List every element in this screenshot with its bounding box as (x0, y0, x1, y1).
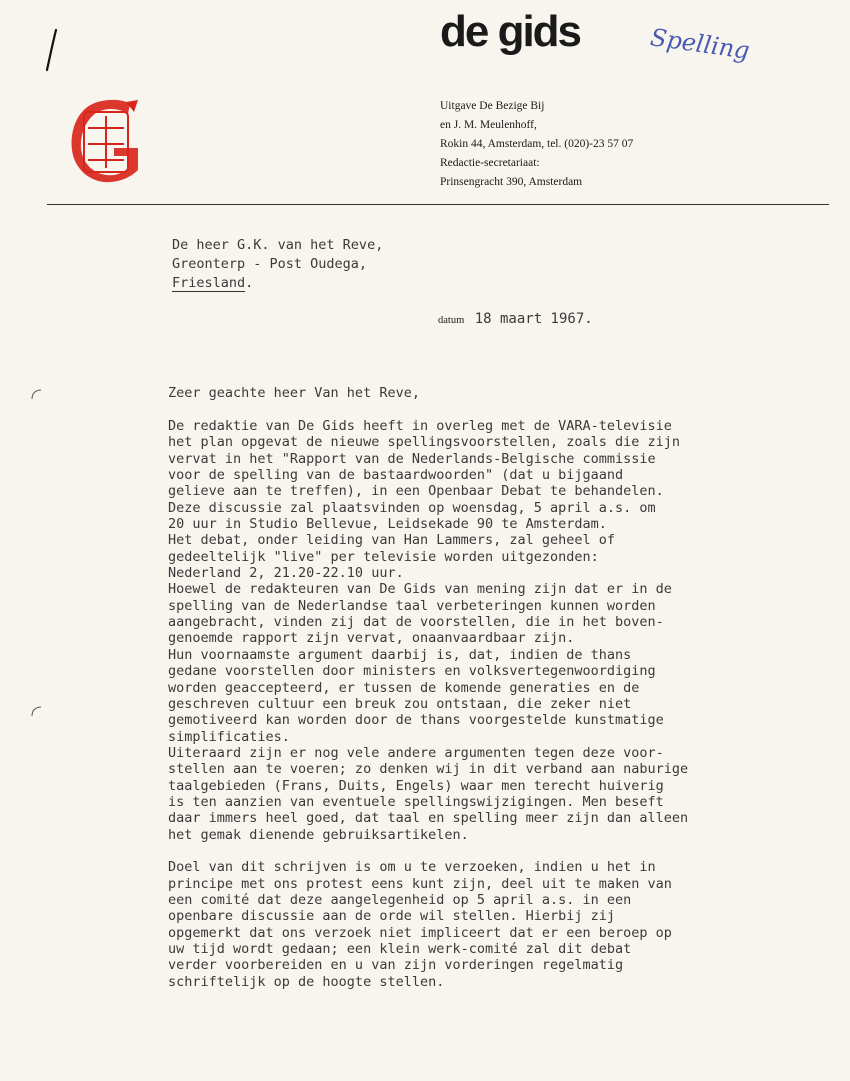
body-line: spelling van de Nederlandse taal verbeteringen kunnen worden (168, 597, 656, 614)
body-line: simplificaties. (168, 728, 290, 745)
letter-body (168, 418, 818, 990)
publisher-line: Redactie-secretariaat: (440, 157, 540, 169)
publisher-block (440, 97, 633, 192)
body-line: uw tijd wordt gedaan; een klein werk-comité zal dit debat (168, 941, 632, 957)
body-line: 20 uur in Studio Bellevue, Leidsekade 90 te Amsterdam. (168, 516, 607, 533)
body-line: Hoewel de redakteuren van De Gids van mening zijn dat er in de (168, 581, 672, 598)
recipient-region: Friesland (172, 275, 246, 291)
brand-name: de gids (440, 7, 581, 56)
body-line: genoemde rapport zijn vervat, onaanvaardbaar zijn. (168, 630, 575, 647)
salutation: Zeer geachte heer Van het Reve, (168, 385, 420, 401)
body-line: Uiteraard zijn er nog vele andere argumenten tegen deze voor- (168, 744, 664, 761)
body-line: daar immers heel goed, dat taal en spelling meer zijn dan alleen (168, 810, 689, 827)
body-line: gemotiveerd kan worden door de thans voorgestelde kunstmatige (168, 712, 664, 729)
publisher-line: Rokin 44, Amsterdam, tel. (020)-23 57 07 (440, 138, 634, 150)
publisher-line: Uitgave De Bezige Bij (440, 100, 545, 112)
body-line: De redaktie van De Gids heeft in overleg met de VARA-televisie (168, 418, 672, 434)
publisher-line: Prinsengracht 390, Amsterdam (440, 176, 583, 188)
body-line: het gemak dienende gebruiksartikelen. (168, 826, 469, 843)
body-line: vervat in het "Rapport van de Nederlands-Belgische commissie (168, 450, 656, 467)
body-line: openbare discussie aan de orde wil stellen. Hierbij zij (168, 908, 616, 925)
date-row (438, 310, 593, 328)
body-line: is ten aanzien van eventuele spellingswijzigingen. Men beseft (168, 793, 664, 810)
body-line: taalgebieden (Frans, Duits, Engels) waar men terecht huiverig (168, 777, 664, 794)
body-line: gedane voorstellen door ministers en volksvertegenwoordiging (168, 663, 656, 680)
body-line: worden geaccepteerd, er tussen de komende generaties en de (168, 679, 640, 696)
paragraph-gap (168, 843, 818, 859)
recipient-name: De heer G.K. van het Reve, (172, 237, 384, 253)
handwritten-note: Spelling (648, 23, 752, 65)
body-line: principe met ons protest eens kunt zijn, deel uit te maken van (168, 875, 672, 892)
body-line: gedeeltelijk "live" per televisie worden uitgezonden: (168, 548, 599, 565)
date-value: 18 maart 1967. (474, 311, 593, 327)
recipient-address (172, 236, 383, 293)
body-line: opgemerkt dat ons verzoek niet impliceert dat er een beroep op (168, 924, 672, 941)
body-line: stellen aan te voeren; zo denken wij in dit verband aan naburige (168, 761, 689, 778)
body-line: aangebracht, vinden zij dat de voorstellen, die in het boven- (168, 614, 664, 631)
recipient-location: Greonterp - Post Oudega, (172, 256, 368, 272)
header-divider (47, 204, 829, 205)
margin-tick-mark (30, 388, 42, 400)
body-line: Het debat, onder leiding van Han Lammers, zal geheel of (168, 532, 616, 549)
recipient-region-suffix: . (245, 275, 254, 291)
date-label: datum (438, 315, 465, 326)
recipient-region-line (172, 274, 383, 293)
body-line: schriftelijk op de hoogte stellen. (168, 973, 445, 990)
body-line: Nederland 2, 21.20-22.10 uur. (168, 565, 404, 582)
body-line: Hun voornaamste argument daarbij is, dat, indien de thans (168, 646, 632, 663)
body-line: een comité dat deze aangelegenheid op 5 april a.s. in een (168, 891, 632, 908)
body-line: geschreven cultuur een breuk zou ontstaan, die zeker niet (168, 695, 632, 712)
body-line: verder voorbereiden en u van zijn vorderingen regelmatig (168, 957, 624, 974)
body-line: Doel van dit schrijven is om u te verzoeken, indien u het in (168, 859, 656, 876)
body-line: gelieve aan te treffen), in een Openbaar Debat te behandelen. (168, 483, 664, 500)
gids-logo-icon (68, 98, 144, 184)
handwritten-stroke-mark (44, 28, 60, 72)
body-line: voor de spelling van de bastaardwoorden" (dat u bijgaand (168, 467, 624, 484)
margin-tick-mark (30, 705, 42, 717)
body-line: Deze discussie zal plaatsvinden op woensdag, 5 april a.s. om (168, 499, 656, 516)
publisher-line: en J. M. Meulenhoff, (440, 119, 537, 131)
body-line: het plan opgevat de nieuwe spellingsvoorstellen, zoals die zijn (168, 434, 681, 451)
